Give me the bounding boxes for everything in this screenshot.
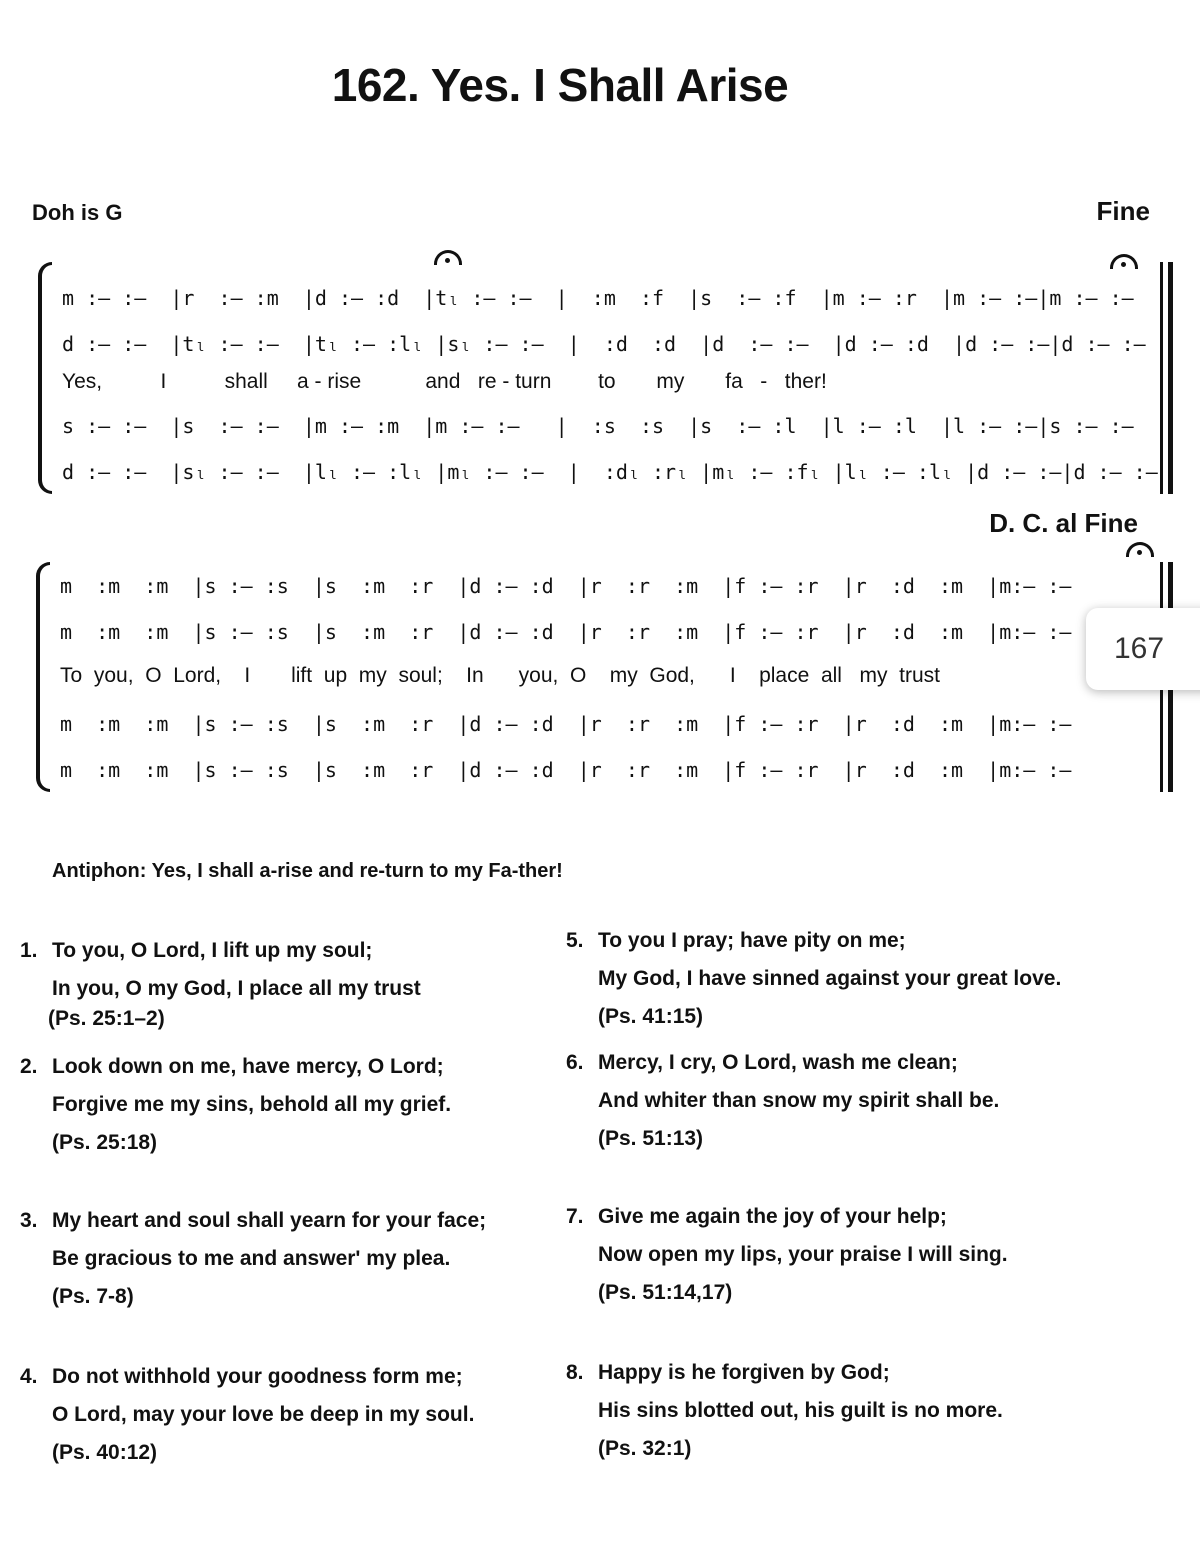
verse-line: O Lord, may your love be deep in my soul. [52, 1403, 475, 1426]
verse-line: Forgive me my sins, behold all my grief. [52, 1093, 452, 1116]
verse-2 [20, 1048, 451, 1162]
verse-reference: (Ps. 51:14,17) [598, 1281, 733, 1304]
dc-al-fine-marker: D. C. al Fine [989, 508, 1138, 538]
verse-reference: (Ps. 40:12) [52, 1441, 158, 1464]
verse-reference: (Ps. 7-8) [52, 1285, 134, 1308]
verse-line: Happy is he forgiven by God; [598, 1361, 890, 1384]
verse-line: My God, I have sinned against your great love. [598, 967, 1062, 990]
fermata-icon [434, 250, 462, 265]
verse-number: 1. [20, 939, 38, 962]
verse-number: 5. [566, 929, 584, 952]
verse-line: Look down on me, have mercy, O Lord; [52, 1055, 444, 1078]
verse-4 [20, 1358, 474, 1472]
verse-number: 2. [20, 1055, 38, 1078]
final-barline [1168, 262, 1173, 494]
tenor-line: m :m :m |s :– :s |s :m :r |d :– :d |r :r :m |f :– :r |r :d :m |m:– :– [60, 712, 1072, 736]
soprano-line: m :m :m |s :– :s |s :m :r |d :– :d |r :r :m |f :– :r |r :d :m |m:– :– [60, 574, 1072, 598]
final-barline [1160, 262, 1163, 494]
fine-marker: Fine [1096, 196, 1150, 226]
verse-line: In you, O my God, I place all my trust [52, 977, 421, 1000]
verse-reference: (Ps. 25:1–2) [48, 1007, 165, 1030]
verse-3 [20, 1202, 486, 1316]
verse-line: Now open my lips, your praise I will sing. [598, 1243, 1008, 1266]
system-brace [38, 262, 52, 494]
verse-line: And whiter than snow my spirit shall be. [598, 1089, 1000, 1112]
verse-line: His sins blotted out, his guilt is no more. [598, 1399, 1003, 1422]
verse-reference: (Ps. 32:1) [598, 1437, 692, 1460]
verse-reference: (Ps. 41:15) [598, 1005, 704, 1028]
verse-number: 3. [20, 1209, 38, 1232]
music-system-2 [36, 562, 1178, 792]
alto-line: m :m :m |s :– :s |s :m :r |d :– :d |r :r :m |f :– :r |r :d :m |m:– :– [60, 620, 1072, 644]
verse-line: Do not withhold your goodness form me; [52, 1365, 463, 1388]
verse-number: 8. [566, 1361, 584, 1384]
key-signature: Doh is G [32, 200, 123, 225]
verse-1 [20, 932, 421, 1038]
verse-7 [566, 1198, 1008, 1312]
lyric-line: To you, O Lord, I lift up my soul; In you, O my God, I place all my trust [60, 664, 940, 687]
verse-reference: (Ps. 25:18) [52, 1131, 158, 1154]
verse-8 [566, 1354, 1003, 1468]
bass-line: m :m :m |s :– :s |s :m :r |d :– :d |r :r :m |f :– :r |r :d :m |m:– :– [60, 758, 1072, 782]
antiphon: Antiphon: Yes, I shall a-rise and re-turn to my Fa-ther! [52, 860, 563, 882]
fermata-icon [1110, 254, 1138, 269]
music-system-1 [38, 262, 1178, 494]
hymn-title: 162. Yes. I Shall Arise [331, 59, 789, 111]
verse-6 [566, 1044, 999, 1158]
verse-line: To you I pray; have pity on me; [598, 929, 906, 952]
alto-line: d :– :– |tₗ :– :– |tₗ :– :lₗ |sₗ :– :– | :d :d |d :– :– |d :– :d |d :– :–|d :– :– [62, 332, 1146, 356]
soprano-line: m :– :– |r :– :m |d :– :d |tₗ :– :– | :m :f |s :– :f |m :– :r |m :– :–|m :– :– [62, 286, 1134, 310]
verse-reference: (Ps. 51:13) [598, 1127, 704, 1150]
tenor-line: s :– :– |s :– :– |m :– :m |m :– :– | :s :s |s :– :l |l :– :l |l :– :–|s :– :– [62, 414, 1134, 438]
system-brace [36, 562, 50, 792]
page-number-badge[interactable]: 167 [1086, 608, 1200, 690]
verse-line: Mercy, I cry, O Lord, wash me clean; [598, 1051, 958, 1074]
verse-line: Give me again the joy of your help; [598, 1205, 947, 1228]
verse-number: 6. [566, 1051, 584, 1074]
bass-line: d :– :– |sₗ :– :– |lₗ :– :lₗ |mₗ :– :– | :dₗ :rₗ |mₗ :– :fₗ |lₗ :– :lₗ |d :– :–|d :– :– [62, 460, 1158, 484]
verse-line: Be gracious to me and answer' my plea. [52, 1247, 451, 1270]
verse-number: 4. [20, 1365, 38, 1388]
verse-5 [566, 922, 1061, 1036]
verse-line: To you, O Lord, I lift up my soul; [52, 939, 373, 962]
lyric-line: Yes, I shall a - rise and re - turn to my fa - ther! [62, 370, 827, 393]
fermata-icon [1126, 542, 1154, 557]
verse-line: My heart and soul shall yearn for your face; [52, 1209, 487, 1232]
verse-number: 7. [566, 1205, 584, 1228]
